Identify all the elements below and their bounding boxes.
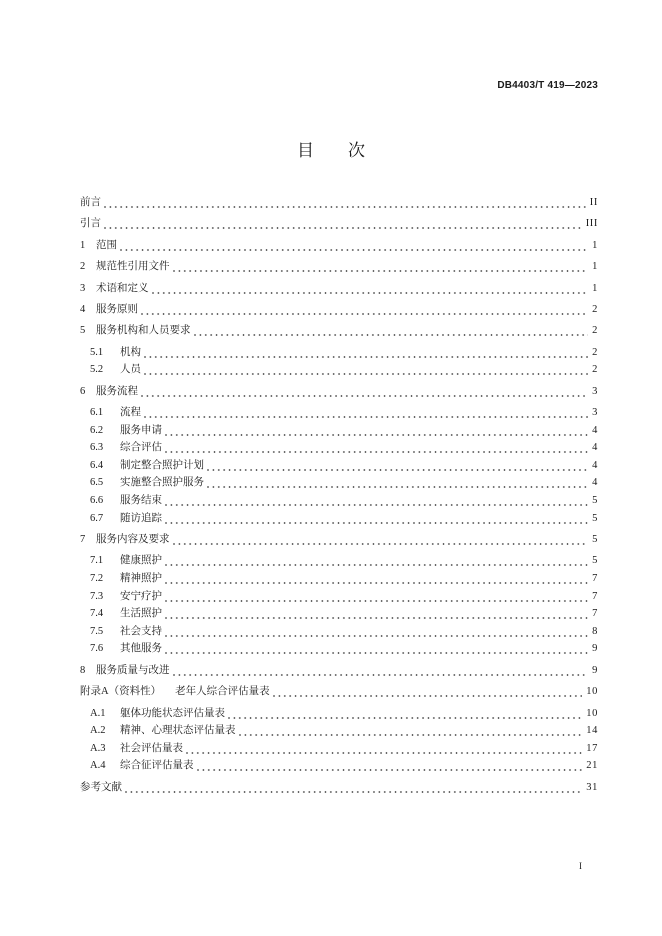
toc-entry-title: 老年人综合评估量表 <box>175 686 270 698</box>
toc-title: 目 次 <box>297 141 365 161</box>
toc-entry-number: 5.1 <box>90 346 104 358</box>
toc-entry-page: 5 <box>592 555 598 567</box>
toc-entry-page: 7 <box>592 573 598 585</box>
toc-entry-title: 综合评估 <box>120 442 162 454</box>
toc-subentry <box>90 347 598 359</box>
toc-entry <box>80 197 598 209</box>
toc-dot-leader <box>197 760 583 772</box>
toc-dot-leader <box>207 477 588 489</box>
toc-entry-number: A.3 <box>90 742 106 754</box>
toc-entry-title: 服务流程 <box>96 385 138 397</box>
toc-entry-page: 4 <box>592 477 598 489</box>
toc-dot-leader <box>144 347 588 359</box>
toc-entry-number: 4 <box>80 303 86 315</box>
document-number: DB4403/T 419—2023 <box>497 80 598 91</box>
toc-entry-number: 8 <box>80 664 86 676</box>
toc-dot-leader <box>239 725 583 737</box>
toc-entry-title: 安宁疗护 <box>120 590 162 602</box>
toc-dot-leader <box>165 643 588 655</box>
toc-subentry <box>90 725 598 737</box>
toc-entry-title: 范围 <box>96 239 117 251</box>
toc-dot-leader <box>125 782 582 794</box>
toc-entry-title: 服务原则 <box>96 303 138 315</box>
toc-entry-title: 服务机构和人员要求 <box>96 325 191 337</box>
toc-dot-leader <box>165 555 588 567</box>
toc-entry <box>80 386 598 398</box>
toc-entry-number: 5 <box>80 325 86 337</box>
toc-subentry <box>90 425 598 437</box>
toc-subentry <box>90 555 598 567</box>
toc-entry <box>80 261 598 273</box>
toc-dot-leader <box>173 261 589 273</box>
toc-dot-leader <box>173 665 589 677</box>
toc-entry-number: 7.6 <box>90 643 104 655</box>
toc-dot-leader <box>141 386 588 398</box>
toc-entry-page: 1 <box>592 282 598 294</box>
toc-subentry <box>90 643 598 655</box>
toc-entry-page: 8 <box>592 625 598 637</box>
toc-entry-number: 7.5 <box>90 625 104 637</box>
toc-entry-page: 1 <box>592 239 598 251</box>
toc-entry <box>80 686 598 698</box>
toc-dot-leader <box>141 304 588 316</box>
toc-entry-number: A.4 <box>90 760 106 772</box>
toc-subentry <box>90 407 598 419</box>
toc-entry <box>80 240 598 252</box>
toc-subentry <box>90 460 598 472</box>
toc-entry-number: 2 <box>80 261 86 273</box>
toc-entry-number: 3 <box>80 282 86 294</box>
toc-entry-number: 6.4 <box>90 459 104 471</box>
toc-entry-page: 17 <box>586 742 598 754</box>
toc-dot-leader <box>165 591 588 603</box>
toc-dot-leader <box>228 708 582 720</box>
toc-entry-page: 4 <box>592 459 598 471</box>
toc-subentry <box>90 477 598 489</box>
toc-entry <box>80 325 598 337</box>
toc-entry-title: 健康照护 <box>120 555 162 567</box>
toc-dot-leader <box>173 534 589 546</box>
toc-entry-title: 躯体功能状态评估量表 <box>120 707 225 719</box>
toc-entry-title: 随访追踪 <box>120 512 162 524</box>
toc-entry-page: 7 <box>592 590 598 602</box>
toc-entry-page: 5 <box>592 534 598 546</box>
toc-entry-number: 6 <box>80 385 86 397</box>
toc-subentry <box>90 743 598 755</box>
toc-entry-page: 14 <box>586 725 598 737</box>
toc-entry <box>80 304 598 316</box>
toc-entry-number: 7.2 <box>90 573 104 585</box>
toc-entry-page: 1 <box>592 261 598 273</box>
toc-entry-page: II <box>589 197 598 208</box>
toc-entry-page: 5 <box>592 495 598 507</box>
toc-dot-leader <box>186 743 582 755</box>
toc-entry-page: 9 <box>592 643 598 655</box>
toc-entry-number: 6.7 <box>90 512 104 524</box>
toc-subentry <box>90 495 598 507</box>
toc-dot-leader <box>165 573 588 585</box>
toc-entry-page: 31 <box>586 781 598 793</box>
toc-entry-number: 1 <box>80 239 86 251</box>
toc-dot-leader <box>165 608 588 620</box>
toc-entry-page: 4 <box>592 442 598 454</box>
toc-entry-page: 10 <box>586 686 598 698</box>
toc-entry-page: 2 <box>592 325 598 337</box>
toc-entry-number: 附录A（资料性） <box>80 686 162 698</box>
toc-entry-title: 服务申请 <box>120 424 162 436</box>
toc-dot-leader <box>194 325 589 337</box>
toc-entry-number: A.1 <box>90 707 106 719</box>
toc-entry-number: 7.4 <box>90 608 104 620</box>
toc-entry-title: 制定整合照护计划 <box>120 459 204 471</box>
toc-subentry <box>90 364 598 376</box>
toc-entry-title: 精神、心理状态评估量表 <box>120 725 236 737</box>
toc-entry-number: 7.1 <box>90 555 104 567</box>
toc-entry-title: 人员 <box>120 364 141 376</box>
toc-entry-title: 实施整合照护服务 <box>120 477 204 489</box>
toc-dot-leader <box>144 407 588 419</box>
toc-entry-page: III <box>585 218 598 230</box>
toc-entry-title: 社会支持 <box>120 625 162 637</box>
toc-entry-title: 服务结束 <box>120 495 162 507</box>
toc-entry-title: 机构 <box>120 346 141 358</box>
toc-entry-title: 服务内容及要求 <box>96 534 170 546</box>
toc-entry <box>80 665 598 677</box>
toc-entry-title: 服务质量与改进 <box>96 664 170 676</box>
toc-entry <box>80 283 598 295</box>
toc-dot-leader <box>165 626 588 638</box>
toc-entry-title: 规范性引用文件 <box>96 261 170 273</box>
toc-entry <box>80 534 598 546</box>
toc-list <box>80 197 598 794</box>
toc-dot-leader <box>165 513 588 525</box>
toc-subentry <box>90 626 598 638</box>
toc-entry-page: 9 <box>592 664 598 676</box>
toc-entry-title: 术语和定义 <box>96 282 149 294</box>
toc-dot-leader <box>165 425 588 437</box>
toc-entry-title: 精神照护 <box>120 573 162 585</box>
toc-entry-page: 3 <box>592 385 598 397</box>
toc-entry-title: 引言 <box>80 218 101 230</box>
toc-dot-leader <box>207 460 588 472</box>
toc-entry-page: 2 <box>592 303 598 315</box>
toc-dot-leader <box>144 364 588 376</box>
toc-entry-page: 4 <box>592 424 598 436</box>
toc-entry-number: 6.5 <box>90 477 104 489</box>
toc-dot-leader <box>152 283 589 295</box>
toc-entry-number: A.2 <box>90 725 106 737</box>
toc-entry-page: 5 <box>592 512 598 524</box>
toc-entry-page: 2 <box>592 364 598 376</box>
toc-entry-title: 流程 <box>120 407 141 419</box>
page-number: I <box>579 861 582 871</box>
toc-entry-number: 7 <box>80 534 86 546</box>
toc-dot-leader <box>165 442 588 454</box>
toc-entry-title: 综合征评估量表 <box>120 760 194 772</box>
toc-entry <box>80 782 598 794</box>
toc-entry-title: 其他服务 <box>120 643 162 655</box>
toc-dot-leader <box>104 218 582 230</box>
toc-entry-page: 2 <box>592 346 598 358</box>
toc-subentry <box>90 513 598 525</box>
toc-entry-number: 6.2 <box>90 424 104 436</box>
toc-entry-page: 21 <box>586 760 598 772</box>
toc-entry-page: 3 <box>592 407 598 419</box>
toc-entry-number: 5.2 <box>90 364 104 376</box>
toc-subentry <box>90 708 598 720</box>
toc-entry-page: 10 <box>586 707 598 719</box>
toc-dot-leader <box>273 686 583 698</box>
toc-entry-title: 生活照护 <box>120 608 162 620</box>
toc-entry-title: 前言 <box>80 197 101 208</box>
toc-entry-number: 6.3 <box>90 442 104 454</box>
toc-entry-number: 6.6 <box>90 495 104 507</box>
toc-subentry <box>90 591 598 603</box>
toc-dot-leader <box>165 495 588 507</box>
toc-subentry <box>90 573 598 585</box>
toc-entry-title: 社会评估量表 <box>120 742 183 754</box>
toc-entry <box>80 218 598 230</box>
toc-entry-page: 7 <box>592 608 598 620</box>
toc-subentry <box>90 442 598 454</box>
toc-dot-leader <box>104 197 586 209</box>
toc-dot-leader <box>120 240 588 252</box>
toc-entry-title: 参考文献 <box>80 781 122 793</box>
toc-entry-number: 6.1 <box>90 407 104 419</box>
toc-subentry <box>90 608 598 620</box>
toc-subentry <box>90 760 598 772</box>
toc-entry-number: 7.3 <box>90 590 104 602</box>
